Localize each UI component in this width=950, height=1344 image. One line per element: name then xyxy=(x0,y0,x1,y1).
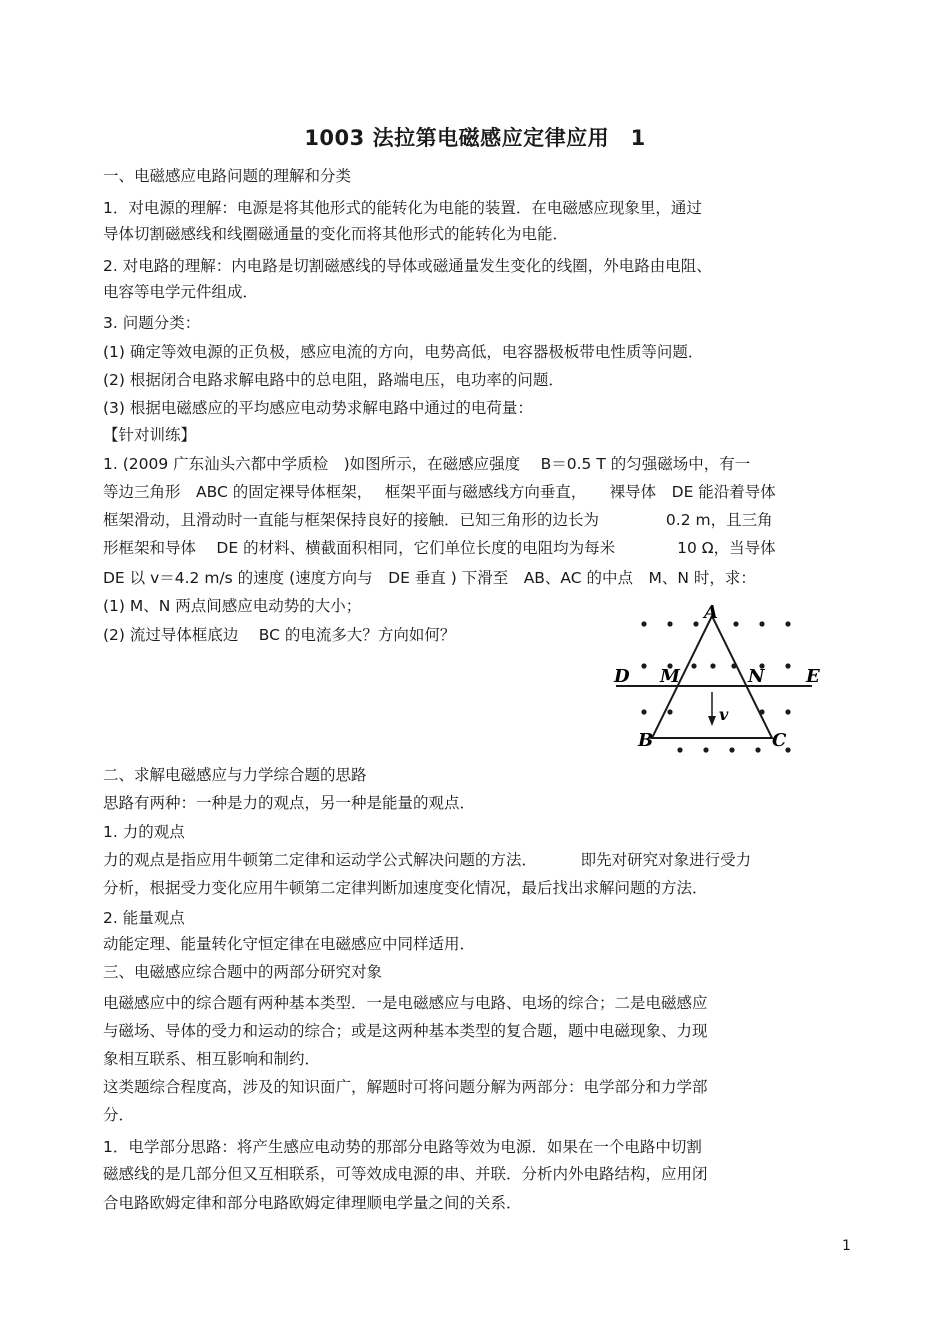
list-item: (3) 根据电磁感应的平均感应电动势求解电路中通过的电荷量： xyxy=(103,399,533,417)
page-number: 1 xyxy=(842,1238,851,1254)
paragraph-line: 力的观点是指应用牛顿第二定律和运动学公式解决问题的方法． 即先对研究对象进行受力 xyxy=(103,851,752,869)
paragraph-line: 与磁场、导体的受力和运动的综合；或是这两种基本类型的复合题，题中电磁现象、力现 xyxy=(103,1022,708,1040)
section-heading-2: 二、求解电磁感应与力学综合题的思路 xyxy=(103,766,367,784)
question-line: (1) M、N 两点间感应电动势的大小； xyxy=(103,597,362,615)
list-item: (2) 根据闭合电路求解电路中的总电阻，路端电压，电功率的问题． xyxy=(103,371,564,389)
label-c: C xyxy=(772,730,787,751)
paragraph-line: 电容等电学元件组成． xyxy=(103,283,259,301)
label-a: A xyxy=(704,602,718,623)
label-b: B xyxy=(638,730,654,751)
page-title: 1003 法拉第电磁感应定律应用 1 xyxy=(304,126,646,150)
question-line: (2) 流过导体框底边 BC 的电流多大？方向如何？ xyxy=(103,626,456,644)
label-n: N xyxy=(748,666,765,687)
exercise-heading: 【针对训练】 xyxy=(103,426,197,444)
exercise-line: 形框架和导体 DE 的材料、横截面积相同，它们单位长度的电阻均为每米 10 Ω，当导体 xyxy=(103,539,776,557)
paragraph-line: 分． xyxy=(103,1106,135,1124)
exercise-line: DE 以 v＝4.2 m/s 的速度 (速度方向与 DE 垂直 ) 下滑至 AB、AC 的中点 M、N 时，求： xyxy=(103,569,756,587)
paragraph-line: 1．电学部分思路：将产生感应电动势的那部分电路等效为电源．如果在一个电路中切割 xyxy=(103,1138,702,1156)
label-d: D xyxy=(614,666,630,687)
paragraph-line: 象相互联系、相互影响和制约． xyxy=(103,1050,321,1068)
section-heading-3: 三、电磁感应综合题中的两部分研究对象 xyxy=(103,963,383,981)
paragraph-line: 这类题综合程度高，涉及的知识面广，解题时可将问题分解为两部分：电学部分和力学部 xyxy=(103,1078,708,1096)
label-e: E xyxy=(806,666,820,687)
list-item: (1) 确定等效电源的正负极，感应电流的方向，电势高低，电容器极板带电性质等问题． xyxy=(103,343,704,361)
paragraph-line: 2. 能量观点 xyxy=(103,909,185,927)
paragraph-line: 思路有两种：一种是力的观点，另一种是能量的观点． xyxy=(103,794,476,812)
exercise-line: 等边三角形 ABC 的固定裸导体框架， 框架平面与磁感线方向垂直， 裸导体 DE 能沿着导体 xyxy=(103,483,776,501)
paragraph-line: 1. 力的观点 xyxy=(103,823,185,841)
triangle-frame-figure xyxy=(608,598,828,763)
label-v: v xyxy=(719,705,729,724)
paragraph-line: 导体切割磁感线和线圈磁通量的变化而将其他形式的能转化为电能． xyxy=(103,225,569,243)
label-m: M xyxy=(660,666,680,687)
paragraph-line: 2. 对电路的理解：内电路是切割磁感线的导体或磁通量发生变化的线圈，外电路由电阻、 xyxy=(103,257,712,275)
exercise-line: 框架滑动，且滑动时一直能与框架保持良好的接触．已知三角形的边长为 0.2 m，且三角 xyxy=(103,511,773,529)
paragraph-line: 动能定理、能量转化守恒定律在电磁感应中同样适用． xyxy=(103,935,476,953)
paragraph-line: 合电路欧姆定律和部分电路欧姆定律理顺电学量之间的关系． xyxy=(103,1194,522,1212)
paragraph-line: 磁感线的是几部分但又互相联系，可等效成电源的串、并联．分析内外电路结构，应用闭 xyxy=(103,1165,708,1183)
exercise-line: 1. (2009 广东汕头六都中学质检 )如图所示，在磁感应强度 B＝0.5 T 的匀强磁场中，有一 xyxy=(103,455,751,473)
velocity-arrow-head xyxy=(708,716,716,726)
paragraph-line: 3. 问题分类： xyxy=(103,314,201,332)
section-heading-1: 一、电磁感应电路问题的理解和分类 xyxy=(103,167,352,185)
paragraph-line: 1．对电源的理解：电源是将其他形式的能转化为电能的装置．在电磁感应现象里，通过 xyxy=(103,199,702,217)
paragraph-line: 电磁感应中的综合题有两种基本类型．一是电磁感应与电路、电场的综合；二是电磁感应 xyxy=(103,994,708,1012)
paragraph-line: 分析，根据受力变化应用牛顿第二定律判断加速度变化情况，最后找出求解问题的方法． xyxy=(103,879,708,897)
